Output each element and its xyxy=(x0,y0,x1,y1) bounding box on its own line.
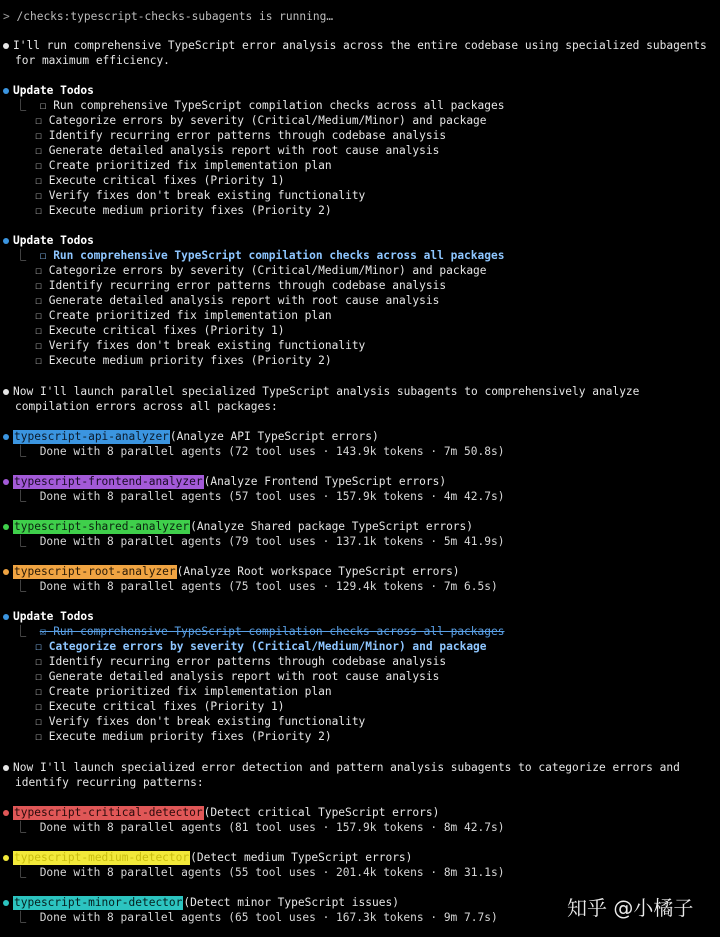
agent-name-tag: typescript-frontend-analyzer xyxy=(14,474,203,488)
todo-item-active: ☐ Categorize errors by severity (Critical/Medium/Minor) and package xyxy=(35,640,487,653)
checkbox-empty-icon: ☐ xyxy=(35,144,42,157)
todo-item-done: ⎿ ☒ Run comprehensive TypeScript compilation checks across all packages xyxy=(15,625,505,638)
watermark: 知乎 @小橘子 xyxy=(567,896,694,920)
todos-heading-1: Update Todos xyxy=(3,83,94,98)
bullet-icon xyxy=(3,810,9,816)
agent-name-tag: typescript-medium-detector xyxy=(14,850,190,864)
checkbox-empty-icon: ☐ xyxy=(35,715,42,728)
todo-item: ☐ Execute medium priority fixes (Priority 2) xyxy=(35,354,332,367)
intro-line-1: I'll run comprehensive TypeScript error analysis across the entire codebase using specialized subagents xyxy=(3,38,707,53)
agent-header: typescript-minor-detector (Detect minor TypeScript issues) xyxy=(3,895,399,910)
todo-item: ☐ Verify fixes don't break existing functionality xyxy=(35,715,366,728)
agent-header: typescript-api-analyzer (Analyze API TypeScript errors) xyxy=(3,429,379,444)
branch-icon: ⎿ xyxy=(15,249,27,262)
branch-icon: ⎿ xyxy=(15,821,27,834)
agent-result: ⎿ Done with 8 parallel agents (55 tool uses · 201.4k tokens · 8m 31.1s) xyxy=(15,866,505,879)
checkbox-empty-icon: ☐ xyxy=(35,159,42,172)
checkbox-empty-icon: ☐ xyxy=(35,264,42,277)
agent-header: typescript-shared-analyzer (Analyze Shared package TypeScript errors) xyxy=(3,519,473,534)
checkbox-empty-icon: ☐ xyxy=(35,700,42,713)
checkbox-empty-icon: ☐ xyxy=(35,730,42,743)
checkbox-empty-icon: ☐ xyxy=(35,174,42,187)
agent-result: ⎿ Done with 8 parallel agents (79 tool uses · 137.1k tokens · 5m 41.9s) xyxy=(15,535,505,548)
launch-message-1-line-2: compilation errors across all packages: xyxy=(15,400,278,413)
branch-icon: ⎿ xyxy=(15,866,27,879)
checkbox-empty-icon: ☐ xyxy=(35,339,42,352)
bullet-icon xyxy=(3,479,9,485)
command-text: /checks:typescript-checks-subagents is running… xyxy=(16,10,334,23)
branch-icon: ⎿ xyxy=(15,99,27,112)
agent-result: ⎿ Done with 8 parallel agents (75 tool uses · 129.4k tokens · 7m 6.5s) xyxy=(15,580,498,593)
checkbox-empty-icon: ☐ xyxy=(35,204,42,217)
agent-result: ⎿ Done with 8 parallel agents (81 tool uses · 157.9k tokens · 8m 42.7s) xyxy=(15,821,505,834)
agent-header: typescript-root-analyzer (Analyze Root workspace TypeScript errors) xyxy=(3,564,460,579)
todo-item: ☐ Create prioritized fix implementation plan xyxy=(35,685,332,698)
branch-icon: ⎿ xyxy=(15,911,27,924)
checkbox-empty-icon: ☐ xyxy=(35,324,42,337)
checkbox-empty-icon: ☐ xyxy=(35,670,42,683)
branch-icon: ⎿ xyxy=(15,625,27,638)
todo-item: ☐ Execute critical fixes (Priority 1) xyxy=(35,324,285,337)
checkbox-empty-icon: ☐ xyxy=(39,99,47,112)
launch-message-1-line-1: Now I'll launch parallel specialized TypeScript analysis subagents to comprehensively analyze xyxy=(3,384,639,399)
branch-icon: ⎿ xyxy=(15,580,27,593)
todo-item: ⎿ ☐ Run comprehensive TypeScript compilation checks across all packages xyxy=(15,99,505,112)
bullet-icon xyxy=(3,524,9,530)
intro-line-2: for maximum efficiency. xyxy=(15,54,170,67)
checkbox-empty-icon: ☐ xyxy=(35,309,42,322)
agent-name-tag: typescript-critical-detector xyxy=(14,805,203,819)
checkbox-empty-icon: ☐ xyxy=(35,189,42,202)
branch-icon: ⎿ xyxy=(15,490,27,503)
todos-heading-2: Update Todos xyxy=(3,233,94,248)
todo-item: ☐ Create prioritized fix implementation plan xyxy=(35,309,332,322)
bullet-icon xyxy=(3,855,9,861)
bullet-icon xyxy=(3,43,9,49)
checkbox-empty-icon: ☐ xyxy=(35,685,42,698)
agent-result: ⎿ Done with 8 parallel agents (57 tool uses · 157.9k tokens · 4m 42.7s) xyxy=(15,490,505,503)
todo-item: ☐ Generate detailed analysis report with root cause analysis xyxy=(35,670,440,683)
agent-name-tag: typescript-api-analyzer xyxy=(14,429,169,443)
todo-item: ☐ Generate detailed analysis report with root cause analysis xyxy=(35,294,440,307)
todo-item: ☐ Categorize errors by severity (Critical/Medium/Minor) and package xyxy=(35,114,487,127)
branch-icon: ⎿ xyxy=(15,445,27,458)
checkbox-empty-icon: ☐ xyxy=(35,294,42,307)
bullet-icon xyxy=(3,569,9,575)
checkbox-empty-icon: ☐ xyxy=(39,249,47,262)
todo-item: ☐ Execute critical fixes (Priority 1) xyxy=(35,174,285,187)
todos-heading-3: Update Todos xyxy=(3,609,94,624)
bullet-icon xyxy=(3,389,9,395)
todo-item: ☐ Create prioritized fix implementation plan xyxy=(35,159,332,172)
launch-message-2-line-1: Now I'll launch specialized error detection and pattern analysis subagents to categorize errors and xyxy=(3,760,680,775)
agent-header: typescript-critical-detector (Detect critical TypeScript errors) xyxy=(3,805,439,820)
checkbox-empty-icon: ☐ xyxy=(35,114,42,127)
agent-name-tag: typescript-root-analyzer xyxy=(14,564,176,578)
checkbox-checked-icon: ☒ xyxy=(39,625,47,638)
command-line xyxy=(3,9,333,24)
prompt-caret: > xyxy=(3,10,10,23)
agent-result: ⎿ Done with 8 parallel agents (65 tool uses · 167.3k tokens · 9m 7.7s) xyxy=(15,911,498,924)
agent-header: typescript-frontend-analyzer (Analyze Frontend TypeScript errors) xyxy=(3,474,446,489)
checkbox-empty-icon: ☐ xyxy=(35,354,42,367)
branch-icon: ⎿ xyxy=(15,535,27,548)
agent-name-tag: typescript-minor-detector xyxy=(14,895,183,909)
agent-header: typescript-medium-detector (Detect medium TypeScript errors) xyxy=(3,850,412,865)
todo-item: ☐ Identify recurring error patterns through codebase analysis xyxy=(35,279,447,292)
agent-result: ⎿ Done with 8 parallel agents (72 tool uses · 143.9k tokens · 7m 50.8s) xyxy=(15,445,505,458)
todo-item: ☐ Generate detailed analysis report with root cause analysis xyxy=(35,144,440,157)
checkbox-empty-icon: ☐ xyxy=(35,655,42,668)
todo-item: ☐ Identify recurring error patterns through codebase analysis xyxy=(35,655,447,668)
todo-item: ☐ Identify recurring error patterns through codebase analysis xyxy=(35,129,447,142)
todo-item-active: ⎿ ☐ Run comprehensive TypeScript compilation checks across all packages xyxy=(15,249,505,262)
bullet-icon xyxy=(3,238,9,244)
checkbox-empty-icon: ☐ xyxy=(35,279,42,292)
todo-item: ☐ Verify fixes don't break existing functionality xyxy=(35,339,366,352)
todo-item: ☐ Execute medium priority fixes (Priority 2) xyxy=(35,204,332,217)
bullet-icon xyxy=(3,900,9,906)
todo-item: ☐ Execute critical fixes (Priority 1) xyxy=(35,700,285,713)
checkbox-empty-icon: ☐ xyxy=(35,640,42,653)
todo-item: ☐ Verify fixes don't break existing functionality xyxy=(35,189,366,202)
todo-item: ☐ Execute medium priority fixes (Priority 2) xyxy=(35,730,332,743)
bullet-icon xyxy=(3,88,9,94)
launch-message-2-line-2: identify recurring patterns: xyxy=(15,776,204,789)
agent-name-tag: typescript-shared-analyzer xyxy=(14,519,190,533)
todo-item: ☐ Categorize errors by severity (Critical/Medium/Minor) and package xyxy=(35,264,487,277)
bullet-icon xyxy=(3,434,9,440)
bullet-icon xyxy=(3,765,9,771)
bullet-icon xyxy=(3,614,9,620)
checkbox-empty-icon: ☐ xyxy=(35,129,42,142)
